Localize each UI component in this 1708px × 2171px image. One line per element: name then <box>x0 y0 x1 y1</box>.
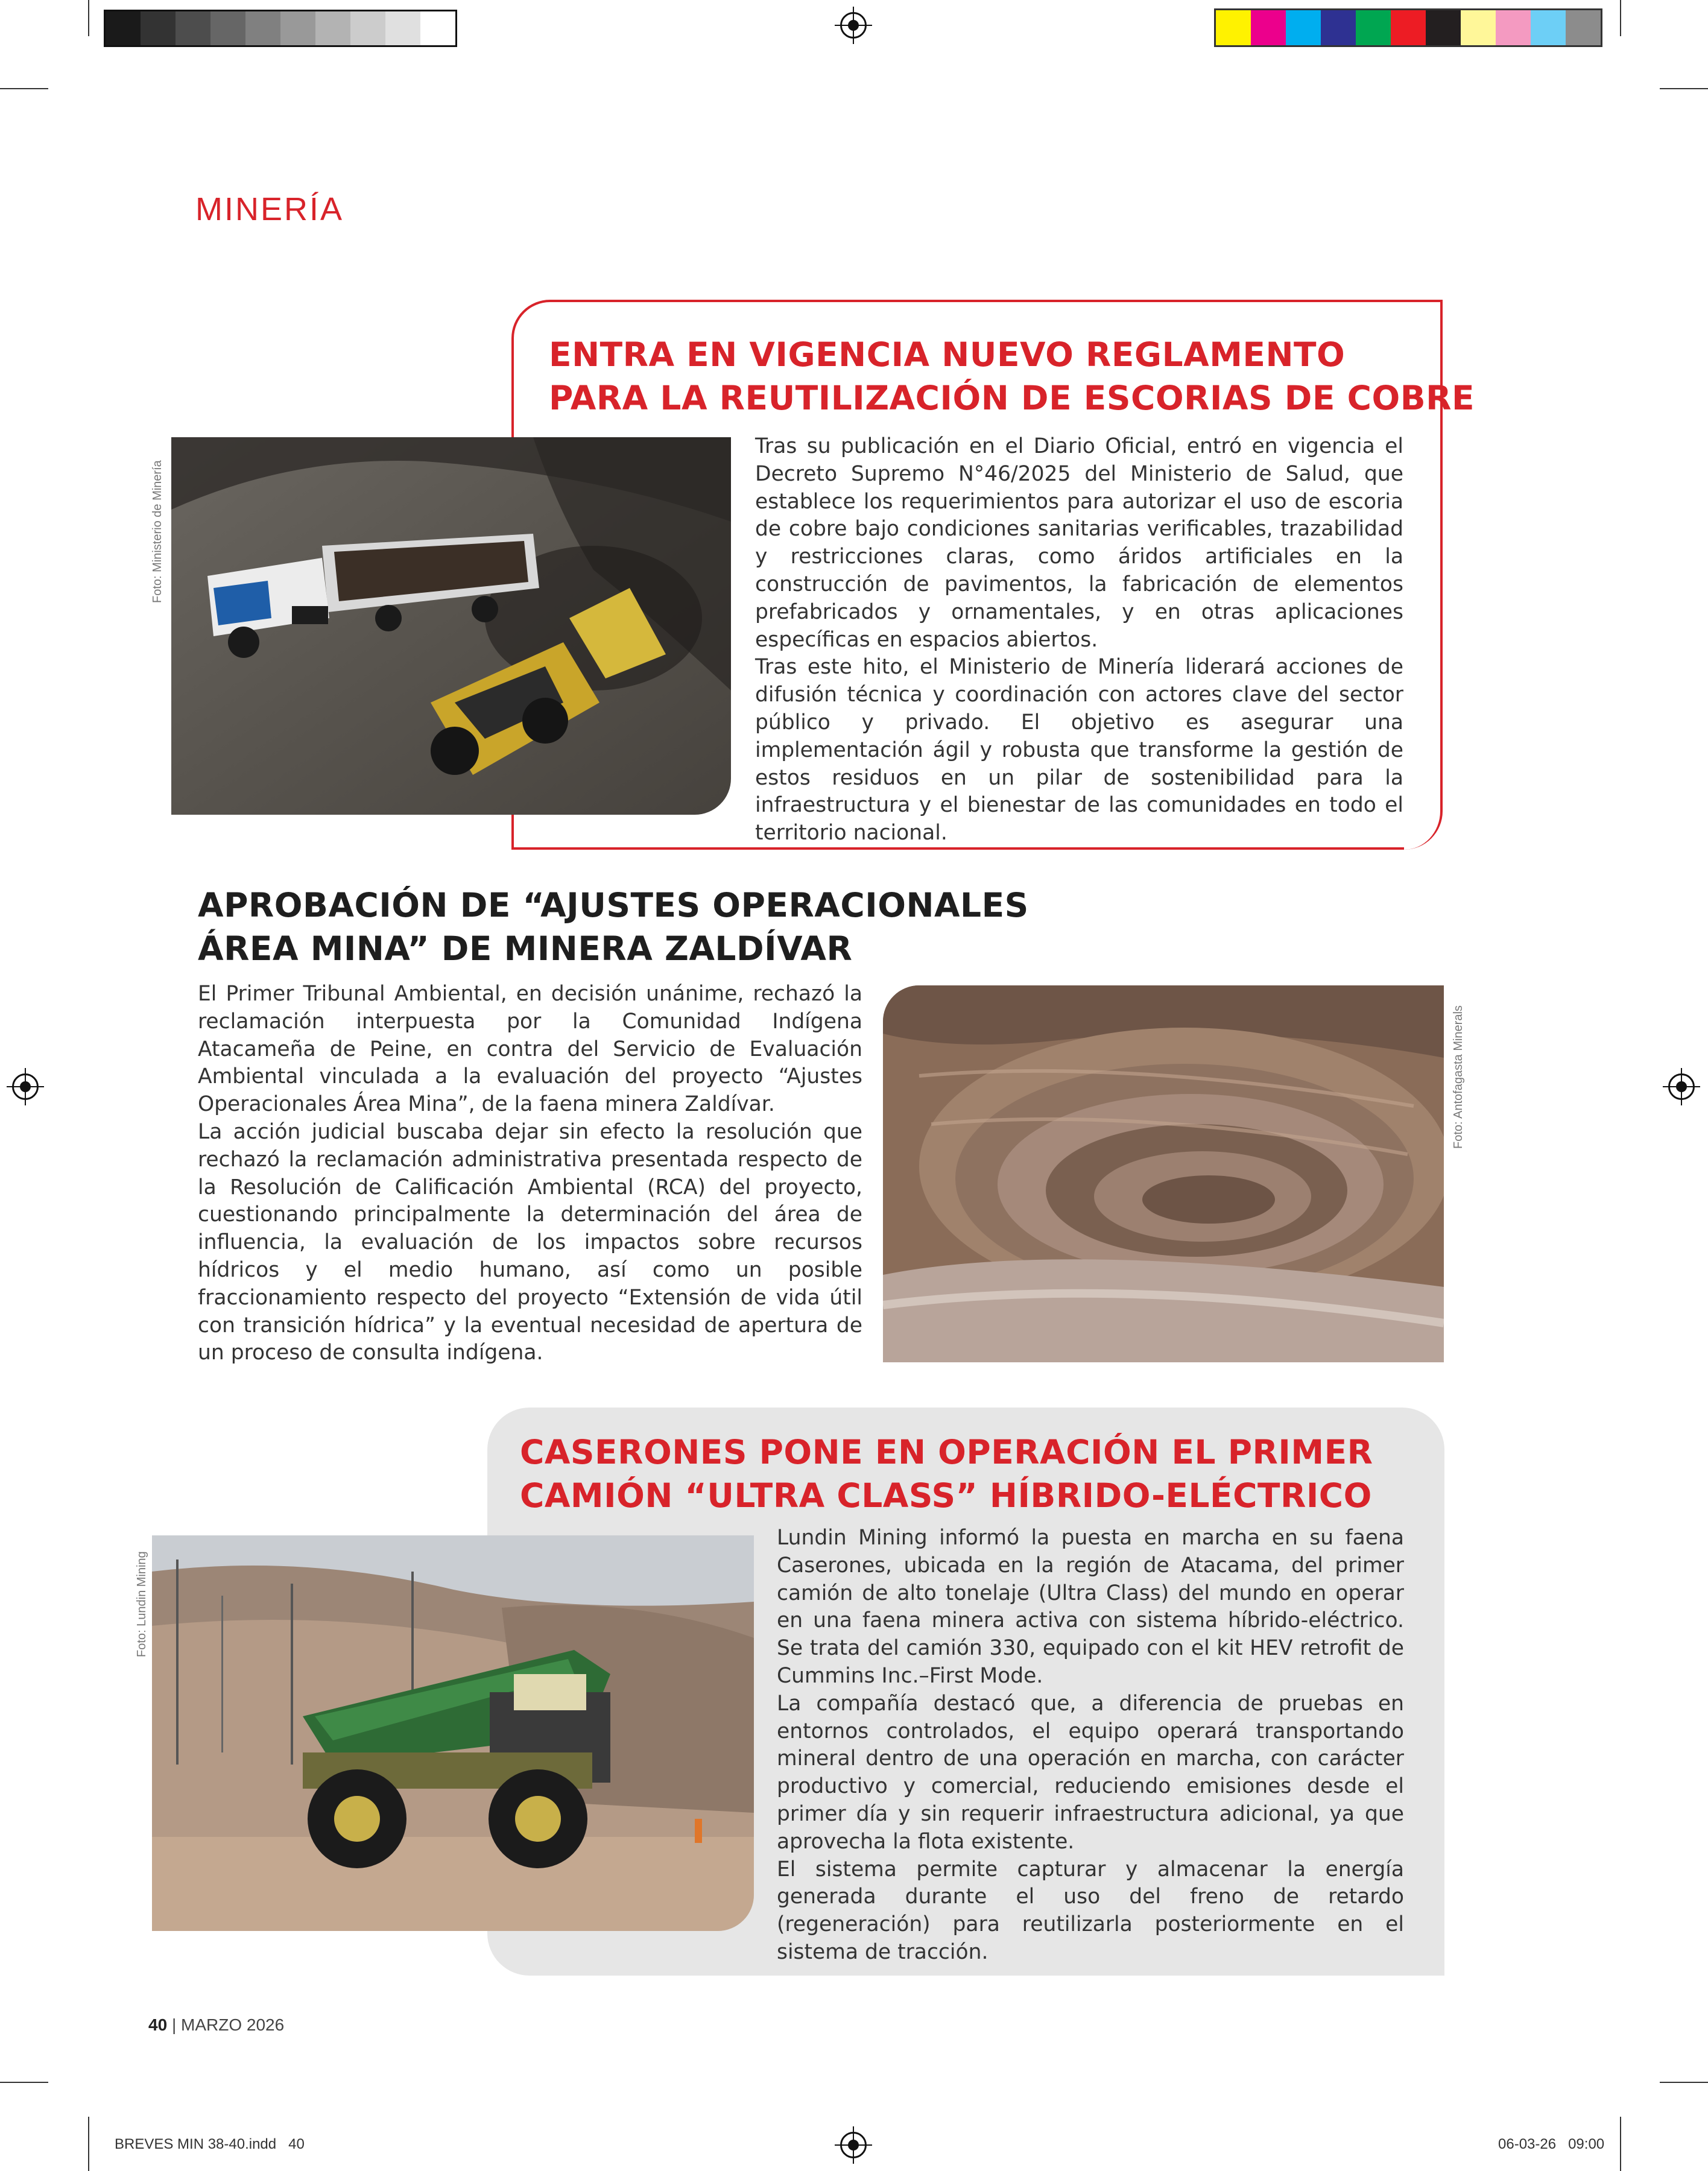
crop-mark <box>0 2082 48 2083</box>
article2-photo-open-pit <box>883 985 1444 1362</box>
issue-date: MARZO 2026 <box>181 2015 285 2034</box>
color-swatch <box>1251 10 1286 45</box>
article3-body <box>777 1525 1404 1967</box>
gray-swatch <box>315 11 350 45</box>
gray-swatch <box>176 11 210 45</box>
article3-paragraph-1: Lundin Mining informó la puesta en marcha en su faena Caserones, ubicada en la región de Atacama, del primer camión de alto tonelaje (Ultra Class) del mundo en operar en una faena minera activa con sistema híbrido-eléctrico. Se trata del camión 330, equipado con el kit HEV retrofit de Cummins Inc.–First Mode. <box>777 1526 1404 1688</box>
gray-swatch <box>280 11 315 45</box>
article2-paragraph-1: El Primer Tribunal Ambiental, en decisión unánime, rechazó la reclamación interpuesta por la Comunidad Indígena Atacameña de Peine, en contra del Servicio de Evaluación Ambiental vinculada a la evaluación del proyecto “Ajustes Operacionales Área Mina”, de la faena minera Zaldívar. <box>198 982 862 1117</box>
color-swatch <box>1531 10 1566 45</box>
gray-swatch <box>420 11 455 45</box>
registration-mark-icon <box>840 12 867 39</box>
crop-mark <box>0 88 48 89</box>
registration-mark-icon <box>840 2132 867 2158</box>
slug-timestamp: 06-03-26 09:00 <box>1498 2136 1605 2152</box>
article3-headline-line2: CAMIÓN “ULTRA CLASS” HÍBRIDO-ELÉCTRICO <box>520 1476 1372 1515</box>
folio-separator: | <box>171 2015 177 2034</box>
gray-swatch <box>245 11 280 45</box>
gray-swatch <box>350 11 385 45</box>
gray-swatch <box>210 11 245 45</box>
color-swatch <box>1426 10 1461 45</box>
crop-mark <box>88 0 89 36</box>
color-swatch <box>1566 10 1601 45</box>
article2-headline <box>198 883 1029 970</box>
registration-mark-icon <box>1668 1073 1695 1100</box>
article2-paragraph-2: La acción judicial buscaba dejar sin efecto la resolución que rechazó la reclamación administrativa presentada respecto de la Resolución de Calificación Ambiental (RCA) del proyecto, cuestionando principalmente la determinación del área de influencia, la evaluación de los impactos sobre recursos hídricos y el medio humano, así como un posible fraccionamiento respecto del proyecto “Extensión de vida útil con transición hídrica” y la eventual necesidad de apertura de un proceso de consulta indígena. <box>198 1119 862 1365</box>
color-swatch <box>1461 10 1496 45</box>
color-swatch <box>1356 10 1391 45</box>
article3-paragraph-3: El sistema permite capturar y almacenar la energía generada durante el uso del freno de retardo (regeneración) para reutilizarla posteriormente en el sistema de tracción. <box>777 1857 1404 1964</box>
color-swatch <box>1286 10 1321 45</box>
color-swatch <box>1391 10 1426 45</box>
article1-paragraph-2: Tras este hito, el Ministerio de Minería liderará acciones de difusión técnica y coordinación con actores clave del sector público y privado. El objetivo es asegurar una implementación ágil y robusta que transforme la gestión de estos residuos en un pilar de sostenibilidad para la infraestructura y el bienestar de las comunidades en todo el territorio nacional. <box>755 655 1403 845</box>
crop-mark <box>88 2117 89 2171</box>
article1-photo-credit: Foto: Ministerio de Minería <box>151 460 164 603</box>
article1-headline-line1: ENTRA EN VIGENCIA NUEVO REGLAMENTO <box>549 335 1346 374</box>
article2-headline-line1: APROBACIÓN DE “AJUSTES OPERACIONALES <box>198 886 1029 924</box>
article2-headline-line2: ÁREA MINA” DE MINERA ZALDÍVAR <box>198 929 853 968</box>
gray-swatch <box>141 11 176 45</box>
crop-mark <box>1660 2082 1708 2083</box>
article1-headline-line2: PARA LA REUTILIZACIÓN DE ESCORIAS DE COBRE <box>549 379 1475 417</box>
gray-swatch <box>385 11 420 45</box>
crop-mark <box>1620 0 1621 36</box>
grayscale-calibration-bar <box>104 10 457 47</box>
article3-paragraph-2: La compañía destacó que, a diferencia de pruebas en entornos controlados, el equipo operará transportando mineral dentro de una operación en marcha, con carácter productivo y comercial, reduciendo emisiones desde el primer día y sin requerir infraestructura adicional, ya que aprovecha la flota existente. <box>777 1691 1404 1854</box>
article1-headline <box>549 333 1475 420</box>
color-swatch <box>1321 10 1356 45</box>
article1-paragraph-1: Tras su publicación en el Diario Oficial, entró en vigencia el Decreto Supremo N°46/2025 del Ministerio de Salud, que establece los requerimientos para autorizar el uso de escoria de cobre bajo condiciones sanitarias verificables, trazabilidad y restricciones claras, como áridos artificiales en la construcción de pavimentos, la fabricación de elementos prefabricados y ornamentales, y en otras aplicaciones específicas en espacios abiertos. <box>755 434 1403 652</box>
article3-photo-haul-truck <box>152 1535 754 1931</box>
color-swatch <box>1216 10 1251 45</box>
color-calibration-bar <box>1214 8 1602 47</box>
article1-body <box>755 433 1403 847</box>
color-swatch <box>1496 10 1531 45</box>
article3-photo-credit: Foto: Lundin Mining <box>135 1551 148 1657</box>
slug-filename: BREVES MIN 38-40.indd 40 <box>115 2136 305 2152</box>
gray-swatch <box>106 11 141 45</box>
article2-body <box>198 981 862 1367</box>
article1-photo-truck-loader <box>171 437 731 815</box>
crop-mark <box>1660 88 1708 89</box>
article2-photo-credit: Foto: Antofagasta Minerals <box>1452 1005 1465 1149</box>
crop-mark <box>1620 2117 1621 2171</box>
registration-mark-icon <box>12 1073 39 1100</box>
section-title: MINERÍA <box>195 191 344 227</box>
page-folio <box>148 2015 284 2035</box>
page-number: 40 <box>148 2015 168 2034</box>
article3-headline-line1: CASERONES PONE EN OPERACIÓN EL PRIMER <box>520 1433 1373 1471</box>
article3-headline <box>520 1430 1373 1517</box>
article1-frame-bottom <box>511 847 1404 850</box>
